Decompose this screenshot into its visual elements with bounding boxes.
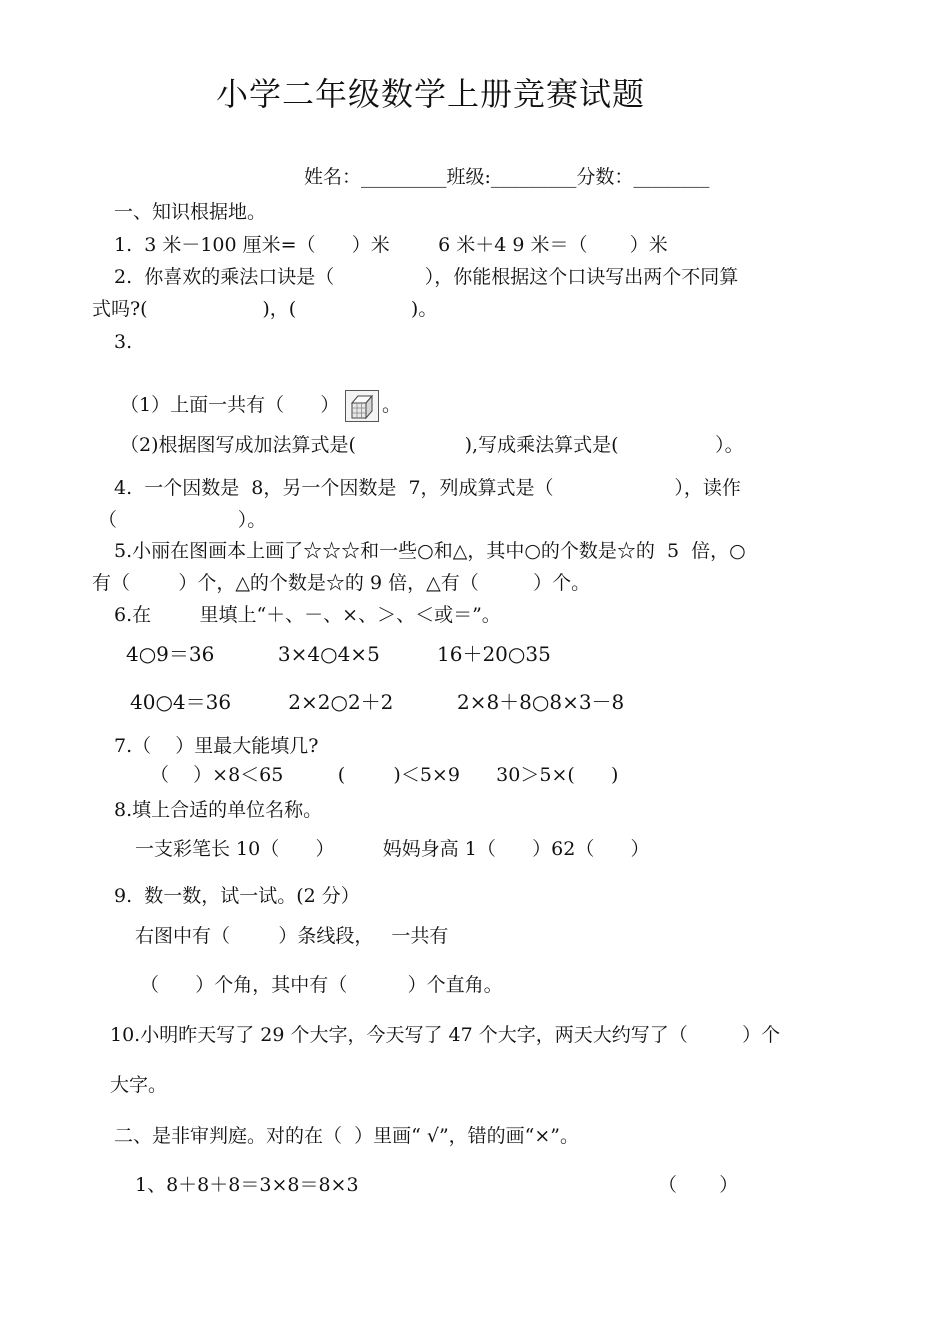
question-10-line-1: 10.小明昨天写了 29 个大字，今天写了 47 个大字，两天大约写了（ ）个 [110, 1024, 781, 1046]
question-4-line-2: （ ）。 [98, 509, 267, 531]
section1-heading: 一、知识根据地。 [114, 201, 267, 223]
question-9-row-1: 右图中有（ ）条线段， 一共有 [135, 925, 449, 947]
question-5-line-2: 有（ ）个，△的个数是☆的 9 倍，△有（ ）个。 [92, 572, 591, 594]
question-6-row-1: 4○9＝36 3×4○4×5 16＋20○35 [126, 642, 551, 666]
question-6: 6.在 里填上“＋、－、×、＞、＜或＝”。 [114, 604, 501, 626]
judgement-1-text: 1、8＋8＋8＝3×8＝8×3 [135, 1174, 359, 1196]
question-1: 1. 3 米－100 厘米=（ ）米 6 米＋4 9 米＝（ ）米 [114, 234, 668, 256]
question-8-row: 一支彩笔长 10（ ） 妈妈身高 1（ ）62（ ） [135, 838, 650, 860]
page-title: 小学二年级数学上册竞赛试题 [216, 75, 646, 113]
question-9: 9. 数一数，试一试。(2 分） [114, 885, 360, 907]
question-3-1-text: （1）上面一共有（ ） [120, 394, 340, 416]
question-8: 8.填上合适的单位名称。 [114, 799, 323, 821]
question-3-1-end: 。 [382, 394, 402, 416]
question-3: 3. [114, 331, 133, 353]
question-6-row-2: 40○4＝36 2×2○2＋2 2×8＋8○8×3－8 [130, 690, 625, 714]
question-7-row: （ ）×8＜65 ( )＜5×9 30＞5×( ) [150, 764, 619, 786]
question-5-line-1: 5.小丽在图画本上画了☆☆☆和一些○和△，其中○的个数是☆的 5 倍，○ [114, 540, 746, 562]
question-10-line-2: 大字。 [110, 1074, 168, 1096]
question-9-row-2: （ ）个角，其中有（ ）个直角。 [140, 974, 503, 996]
question-3-2: （2)根据图写成加法算式是( ),写成乘法算式是( ）。 [120, 434, 744, 456]
question-2-line-1: 2. 你喜欢的乘法口诀是（ ），你能根据这个口诀写出两个不同算 [114, 266, 739, 288]
question-7: 7.（ ）里最大能填几? [114, 735, 319, 757]
question-2-line-2: 式吗?( )，( )。 [92, 298, 438, 320]
cube-icon [345, 390, 379, 422]
section2-heading: 二、是非审判庭。对的在（ ）里画“ √”，错的画“×”。 [114, 1125, 580, 1147]
question-4-line-1: 4. 一个因数是 8，另一个因数是 7，列成算式是（ ），读作 [114, 477, 741, 499]
student-info-line: 姓名：_________班级:_________分数：________ [304, 166, 710, 188]
judgement-1-answer-paren: （ ） [658, 1174, 739, 1196]
